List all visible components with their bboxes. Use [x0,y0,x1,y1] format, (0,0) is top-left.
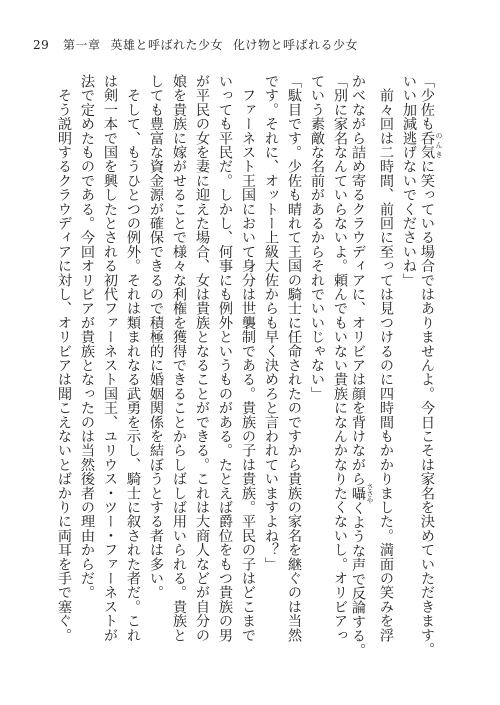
text-line-13: しても豊富な資金源が確保できるので積極的に婚姻関係を結ぼうとする者は多い。 [148,74,164,600]
chapter-title: 英雄と呼ばれた少女 [110,38,224,52]
text-line-5: 「別に家名なんていらないよ。頼んでもいない貴族になんかなりたくないし。オリビアっ [332,74,348,642]
ruby-annotation [350,482,374,504]
running-head [33,38,359,52]
text-line-11: が平民の女を妻に迎えた場合、女は貴族となることができる。これは大商人などが自分の [194,74,210,642]
text-segment: に笑っている場合ではありませんよ。今日こそは家名を決めていただきます。 [419,159,435,657]
chapter-label: 第一章 [63,38,101,52]
text-line-4 [351,74,374,664]
ruby-base: 囁 [350,482,366,504]
ruby-base: 呑気 [419,130,435,160]
text-line-8: です。それに、オットー上級大佐からも早く決めろと言われていますよね？」 [263,74,279,571]
body-text [52,74,443,664]
chapter-subtitle: 化け物と呼ばれる少女 [233,38,359,52]
text-line-16: 法で定めたものである。今回オリビアが貴族となったのは当然後者の理由からだ。 [79,74,95,600]
text-line-7: 「駄目です。少佐も晴れて王国の騎士に任命されたのですから貴族の家名を継ぐのは当然 [286,74,302,642]
text-line-1 [420,74,443,664]
text-segment: 「少佐も [419,74,435,131]
ruby-text: のんき [435,130,443,160]
text-line-12: 娘を貴族に嫁がせることで様々な利権を獲得できることからしばしば用いられる。貴族と [171,74,187,642]
text-segment: かべながら詰め寄るクラウディアに、オリビアは顔を背けながら [350,74,366,486]
text-line-9: ファーネスト王国において身分は世襲制である。貴族の子は貴族。平民の子はどこまで [240,74,256,642]
ruby-text: ささや [366,482,374,504]
text-line-2: いい加減逃げないでくださいね」 [401,74,417,287]
text-segment: くような声で反論する。 [350,500,366,657]
page-number: 29 [33,38,50,52]
text-line-14: そして、もうひとつの例外。それは類まれなる武勇を示し、騎士に叙された者だ。これ [125,74,141,642]
text-line-17: そう説明するクラウディアに対し、オリビアは聞こえないとばかりに両耳を手で塞ぐ。 [56,74,72,642]
text-line-10: いっても平民だ。しかし、何事にも例外というものがある。たとえば爵位をもつ貴族の男 [217,74,233,642]
ruby-annotation [419,130,443,160]
text-line-15: は剣一本で国を興したとされる初代ファーネスト国王、ユリウス・ツー・ファーネストが [102,74,118,642]
text-line-3: 前々回は二時間、前回に至っては見つけるのに四時間もかかりました。満面の笑みを浮 [378,74,394,642]
text-line-6: ていう素敵な名前があるからそれでいいじゃない」 [309,74,325,401]
